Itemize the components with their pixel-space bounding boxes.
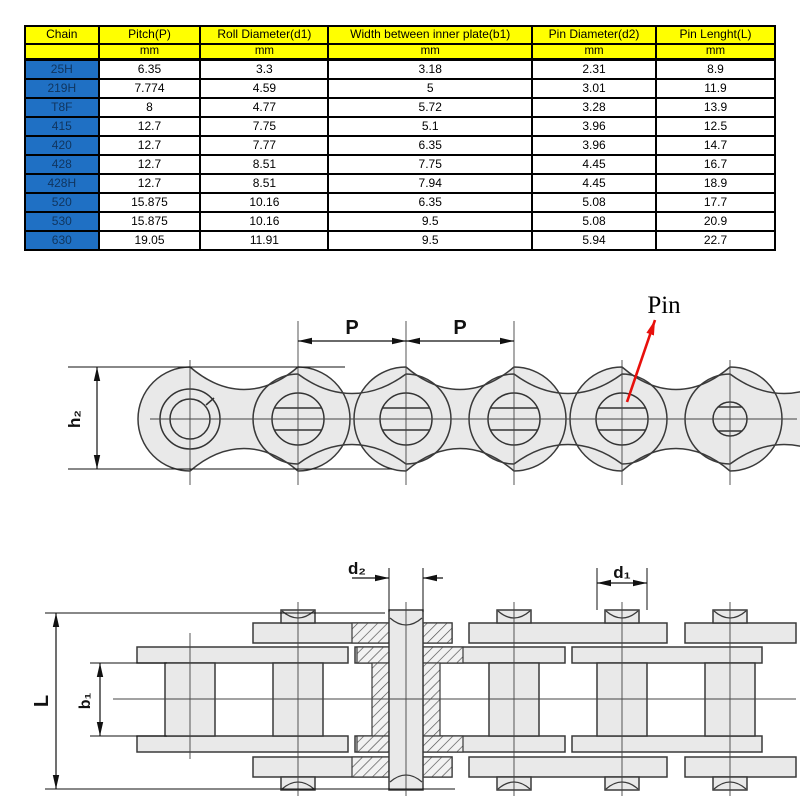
table-row-cell: 9.5 [328,231,532,250]
table-row-cell: 219H [25,79,99,98]
table-row-cell: 420 [25,136,99,155]
table-row-cell: 20.9 [656,212,775,231]
table-header-row-cell: Roll Diameter(d1) [200,26,328,44]
table-row [25,98,775,117]
table-row-cell: 4.59 [200,79,328,98]
table-row-cell: 4.45 [532,155,656,174]
plate-bars [137,623,796,777]
table-row-cell: 7.75 [328,155,532,174]
table-row-cell: 3.28 [532,98,656,117]
table-row-cell: 8.9 [656,60,775,80]
table-row [25,136,775,155]
table-header-row-cell: Pitch(P) [99,26,201,44]
table-row-cell: 18.9 [656,174,775,193]
table-row-cell: 3.96 [532,117,656,136]
table-row-cell: 15.875 [99,212,201,231]
table-row-cell: 7.77 [200,136,328,155]
table-header-row-cell: Chain [25,26,99,44]
table-row-cell: 11.91 [200,231,328,250]
table-units-row-cell: mm [99,44,201,60]
b1-dimension [90,663,167,736]
table-row [25,174,775,193]
table-row-cell: 25H [25,60,99,80]
table-row-cell: 10.16 [200,193,328,212]
table-row-cell: 7.774 [99,79,201,98]
table-row-cell: 12.7 [99,155,201,174]
table-row-cell: 428H [25,174,99,193]
table-row-cell: 415 [25,117,99,136]
table-row-cell: 5.08 [532,212,656,231]
table-row [25,212,775,231]
table-row-cell: 3.01 [532,79,656,98]
table-row-cell: 13.9 [656,98,775,117]
pitch-label-1: P [345,317,359,339]
rollers [165,663,755,736]
chain-side-view-diagram [0,278,800,510]
table-row-cell: 14.7 [656,136,775,155]
table-row-cell: 4.45 [532,174,656,193]
table-row-cell: 5.94 [532,231,656,250]
table-row-cell: 12.7 [99,136,201,155]
table-units-row [25,44,775,60]
table-units-row-cell [25,44,99,60]
table-row-cell: 7.94 [328,174,532,193]
table-row-cell: 520 [25,193,99,212]
table-row-cell: 12.7 [99,174,201,193]
table-row-cell: 6.35 [328,136,532,155]
table-units-row-cell: mm [532,44,656,60]
d1-label: d₁ [613,563,631,582]
table-row-cell: 12.7 [99,117,201,136]
table-row-cell: 5.1 [328,117,532,136]
table-header-row-cell: Pin Diameter(d2) [532,26,656,44]
table-row [25,231,775,250]
table-row-cell: 2.31 [532,60,656,80]
L-label: L [31,694,53,708]
table-row-cell: 12.5 [656,117,775,136]
table-units-row-cell: mm [200,44,328,60]
table-header-row-cell: Pin Lenght(L) [656,26,775,44]
table-row-cell: 17.7 [656,193,775,212]
table-row [25,79,775,98]
h2-label: h₂ [65,410,84,428]
table-row-cell: 15.875 [99,193,201,212]
spec-table [24,25,776,251]
table-units-row-cell: mm [328,44,532,60]
table-row-cell: 630 [25,231,99,250]
d2-label: d₂ [348,559,366,578]
table-row-cell: T8F [25,98,99,117]
pitch-label-2: P [453,317,467,339]
table-row-cell: 428 [25,155,99,174]
b1-label: b₁ [77,692,94,710]
table-row-cell: 7.75 [200,117,328,136]
table-row-cell: 530 [25,212,99,231]
table-row-cell: 11.9 [656,79,775,98]
table-row-cell: 5.08 [532,193,656,212]
table-row [25,117,775,136]
table-row-cell: 10.16 [200,212,328,231]
table-row-cell: 8.51 [200,174,328,193]
table-row-cell: 5.72 [328,98,532,117]
table-row-cell: 8 [99,98,201,117]
spec-table-body [25,26,775,250]
table-row-cell: 22.7 [656,231,775,250]
table-row-cell: 3.3 [200,60,328,80]
table-row-cell: 8.51 [200,155,328,174]
pin-label: Pin [647,292,681,319]
table-header-row [25,26,775,44]
table-units-row-cell: mm [656,44,775,60]
table-row-cell: 5 [328,79,532,98]
table-row-cell: 19.05 [99,231,201,250]
table-header-row-cell: Width between inner plate(b1) [328,26,532,44]
table-row [25,60,775,80]
table-row-cell: 6.35 [99,60,201,80]
table-row [25,155,775,174]
table-row-cell: 4.77 [200,98,328,117]
table-row-cell: 16.7 [656,155,775,174]
table-row-cell: 3.96 [532,136,656,155]
table-row [25,193,775,212]
table-row-cell: 6.35 [328,193,532,212]
chain-section-view-diagram [0,545,800,808]
table-row-cell: 9.5 [328,212,532,231]
table-row-cell: 3.18 [328,60,532,80]
